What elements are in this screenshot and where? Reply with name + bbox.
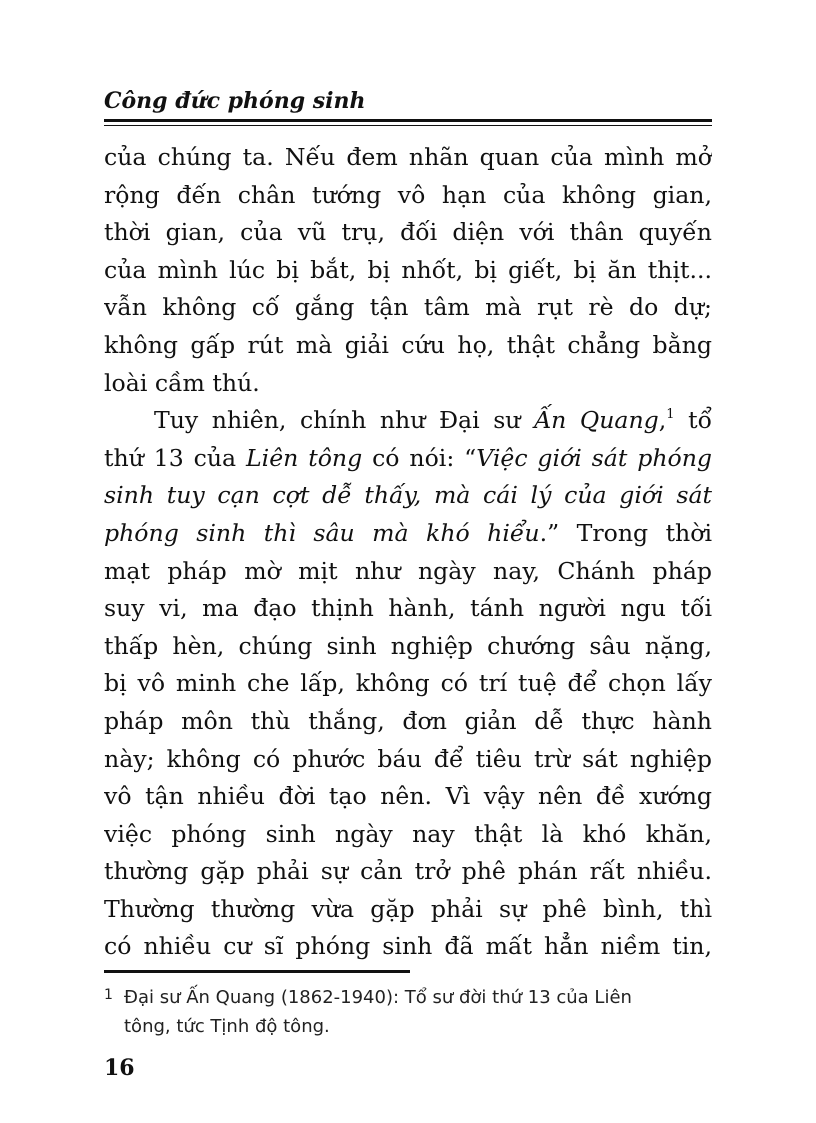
header-rule-thin	[104, 125, 712, 126]
text-line: của mình lúc bị bắt, bị nhốt, bị giết, bị ăn thịt...	[104, 255, 712, 284]
footnote-separator	[104, 970, 410, 973]
quote-italic: phóng sinh thì sâu mà khó hiểu	[104, 518, 540, 547]
footnote-reference[interactable]: 1	[666, 407, 675, 423]
quote-line-italic: sinh tuy cạn cợt dễ thấy, mà cái lý của giới sát	[104, 481, 712, 510]
footnote-text-line: Đại sư Ấn Quang (1862-1940): Tổ sư đời thứ 13 của Liên	[124, 987, 632, 1008]
text-line: vẫn không cố gắng tận tâm mà rụt rè do dự;	[104, 293, 712, 322]
quote-italic: Việc giới sát phóng	[476, 443, 712, 472]
page-number: 16	[104, 1055, 135, 1081]
running-title: Công đức phóng sinh	[104, 88, 366, 114]
footnote	[104, 984, 712, 1041]
footnote-text-line: tông, tức Tịnh độ tông.	[124, 1016, 330, 1037]
text-line: rộng đến chân tướng vô hạn của không gian,	[104, 180, 712, 209]
school-name-italic: Liên tông	[245, 443, 363, 472]
text-run: có nói: “	[362, 443, 477, 472]
text-line: vô tận nhiều đời tạo nên. Vì vậy nên đề xướng	[104, 782, 712, 811]
text-line: loài cầm thú.	[104, 368, 260, 397]
text-line: này; không có phước báu để tiêu trừ sát nghiệp	[104, 744, 712, 773]
text-line: thời gian, của vũ trụ, đối diện với thân quyến	[104, 218, 712, 247]
person-name-italic: Ấn Quang	[534, 406, 659, 435]
text-line: thường gặp phải sự cản trở phê phán rất nhiều.	[104, 857, 712, 886]
book-page	[104, 0, 712, 1123]
text-line: có nhiều cư sĩ phóng sinh đã mất hẳn niềm tin,	[104, 932, 712, 961]
text-run: Tuy nhiên, chính như Đại sư	[154, 406, 535, 435]
text-line: thấp hèn, chúng sinh nghiệp chướng sâu nặng,	[104, 631, 712, 660]
text-line: không gấp rút mà giải cứu họ, thật chẳng bằng	[104, 330, 712, 359]
text-line-paragraph-start	[104, 402, 712, 440]
text-line: Thường thường vừa gặp phải sự phê bình, thì	[104, 894, 712, 923]
text-run: thứ 13 của	[104, 443, 246, 472]
text-line: việc phóng sinh ngày nay thật là khó khăn,	[104, 819, 712, 848]
text-line: bị vô minh che lấp, không có trí tuệ để chọn lấy	[104, 669, 712, 698]
text-line	[104, 515, 712, 553]
text-line: mạt pháp mờ mịt như ngày nay, Chánh pháp	[104, 556, 712, 585]
text-line: suy vi, ma đạo thịnh hành, tánh người ngu tối	[104, 594, 712, 623]
text-line: của chúng ta. Nếu đem nhãn quan của mình mở	[104, 143, 712, 171]
body-text	[104, 139, 712, 966]
header-rule-thick	[104, 119, 712, 122]
text-run: .” Trong thời	[539, 518, 712, 547]
running-header	[104, 86, 712, 116]
text-line	[104, 440, 712, 478]
footnote-marker: 1	[104, 987, 113, 1003]
text-line: pháp môn thù thắng, đơn giản dễ thực hành	[104, 706, 712, 735]
text-run: tổ	[674, 406, 712, 435]
text-run: ,	[658, 406, 667, 435]
